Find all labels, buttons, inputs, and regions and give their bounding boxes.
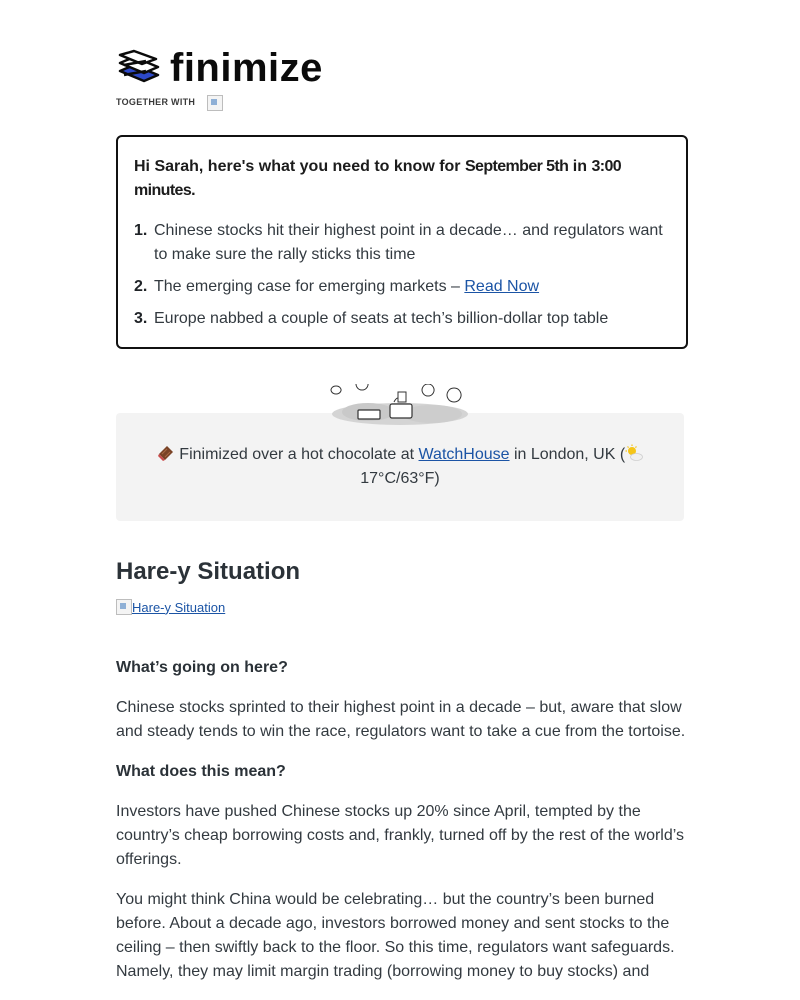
- question-heading: What’s going on here?: [116, 659, 288, 676]
- cafe-illustration: [328, 384, 472, 430]
- article-paragraph: You might think China would be celebrating… but the country’s been burned before. About a decade ago, investors borrowed money and sent stocks to the ceiling – then swiftly back to the floor. So this time, regulators want safeguards. Namely, they may limit margin trading (borrowing money to buy stocks) and: [116, 891, 675, 980]
- greeting-prefix: Hi Sarah, here's what you need to know for: [134, 158, 465, 175]
- location-temperature: 17°C/63°F): [360, 470, 440, 487]
- article-title: Hare-y Situation: [116, 558, 301, 585]
- summary-item: [134, 275, 670, 299]
- greeting: [134, 155, 670, 203]
- summary-item-text-body: The emerging case for emerging markets –: [154, 278, 465, 295]
- sponsor-image[interactable]: [207, 95, 223, 111]
- greeting-read-time: 3:00 minutes.: [134, 158, 622, 199]
- location-prefix: Finimized over a hot chocolate at: [174, 446, 419, 463]
- finimize-logo-icon[interactable]: [116, 49, 162, 87]
- article-image-alt: Hare-y Situation: [132, 599, 226, 615]
- summary-item-text: Europe nabbed a couple of seats at tech’s billion-dollar top table: [154, 310, 609, 327]
- sun-behind-cloud-icon: [625, 444, 643, 462]
- article-paragraph: Chinese stocks sprinted to their highest point in a decade – but, aware that slow and steady tends to win the race, regulators want to take a cue from the tortoise.: [116, 699, 686, 740]
- read-now-link[interactable]: Read Now: [464, 278, 540, 295]
- summary-item-number: 3.: [134, 310, 148, 327]
- location-suffix: in London, UK (: [509, 446, 626, 463]
- summary-list: [134, 219, 670, 331]
- sponsor-row: [116, 93, 223, 111]
- greeting-mid: in: [568, 158, 592, 175]
- summary-item-text: Chinese stocks hit their highest point in a decade… and regulators want to make sure the rally sticks this time: [154, 222, 663, 263]
- broken-image-icon: [116, 599, 132, 615]
- summary-item: [134, 219, 670, 267]
- together-with-label: TOGETHER WITH: [116, 97, 196, 107]
- summary-item-number: 2.: [134, 278, 148, 295]
- venue-link[interactable]: WatchHouse: [418, 446, 510, 463]
- question-heading: What does this mean?: [116, 763, 286, 780]
- article-paragraph: Investors have pushed Chinese stocks up 20% since April, tempted by the country’s cheap borrowing costs and, frankly, turned off by the rest of the world’s offerings.: [116, 803, 685, 868]
- article-image-link[interactable]: [116, 599, 225, 615]
- brand-header: [116, 46, 323, 90]
- summary-item-number: 1.: [134, 222, 148, 239]
- summary-item-text: [154, 275, 539, 299]
- article-body: [116, 656, 688, 1000]
- location-text: [146, 443, 654, 491]
- brand-logo-text[interactable]: finimize: [170, 46, 323, 90]
- chocolate-icon: [157, 444, 175, 462]
- summary-item: [134, 307, 670, 331]
- daily-summary-box: [116, 135, 688, 349]
- greeting-date: September 5th: [464, 158, 569, 175]
